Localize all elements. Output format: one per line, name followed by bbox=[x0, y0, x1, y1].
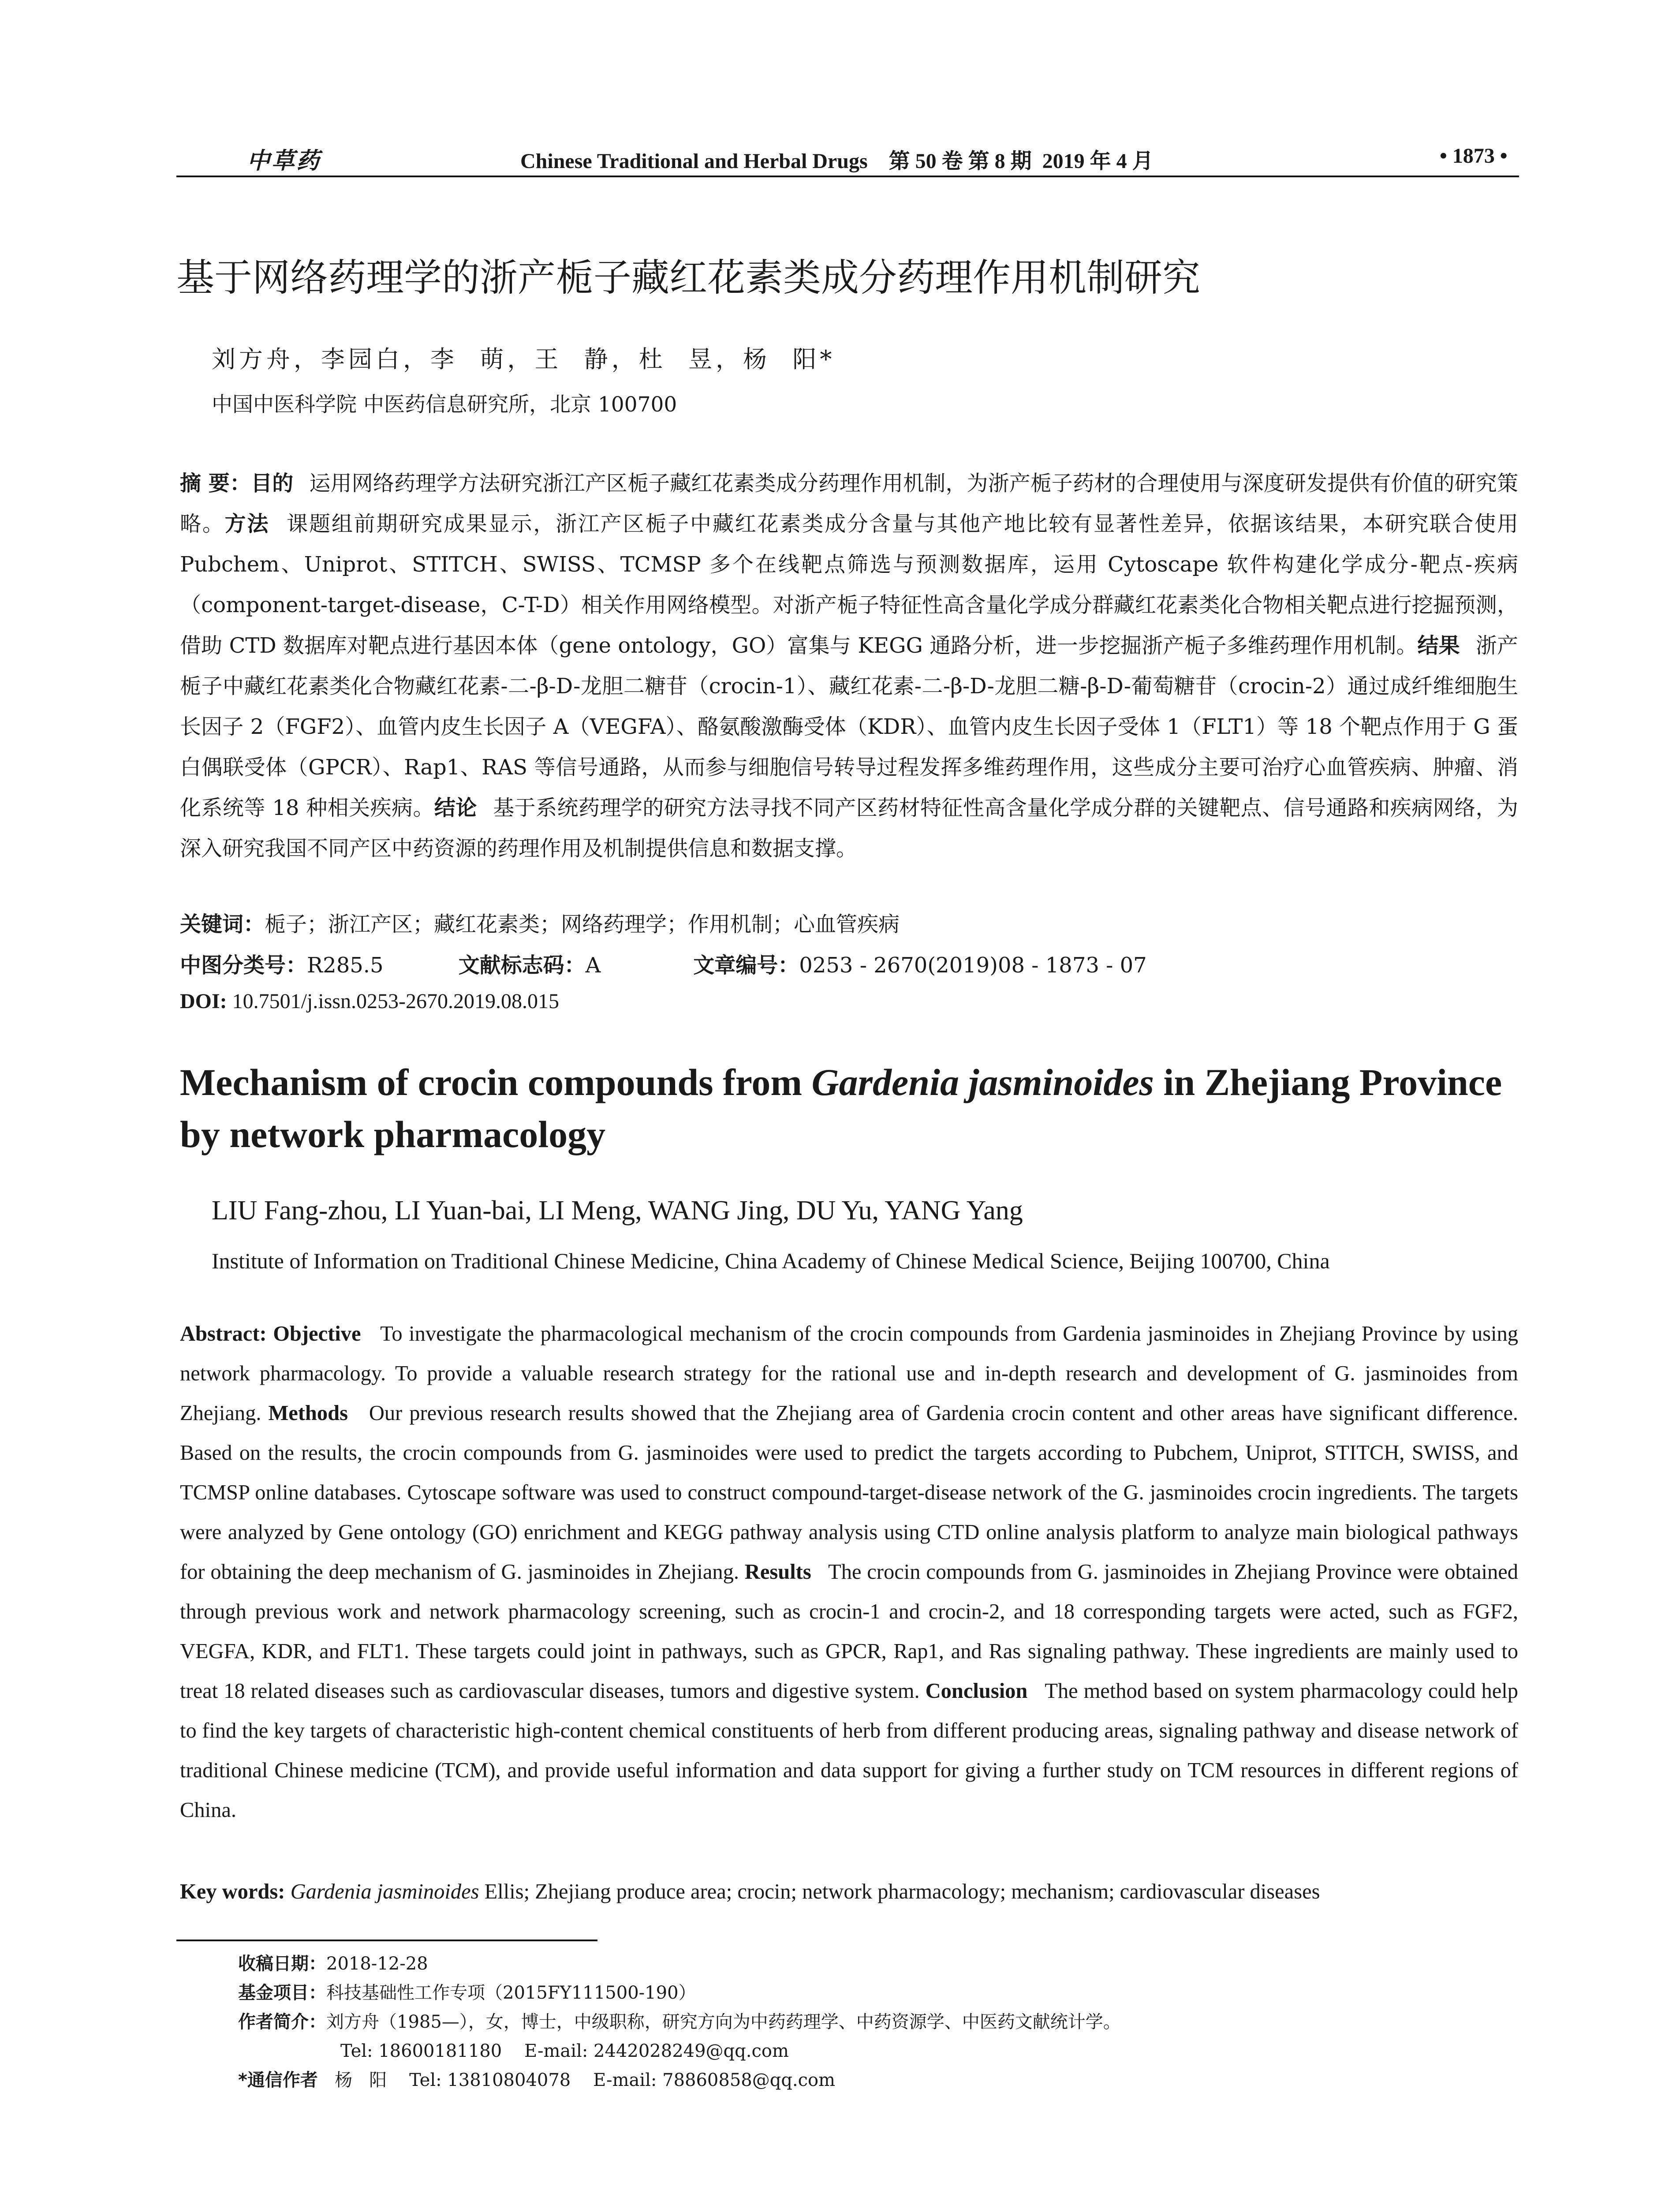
received-value: 2018-12-28 bbox=[326, 1954, 428, 1974]
chinese-methods-label: 方法 bbox=[224, 512, 270, 536]
english-objective-label: Objective bbox=[273, 1322, 361, 1345]
bio-contact: Tel: 18600181180 E-mail: 2442028249@qq.com bbox=[340, 2041, 789, 2061]
bio-label: 作者简介： bbox=[238, 2012, 326, 2032]
footnote-fund bbox=[238, 1978, 1517, 2007]
english-methods-text: Our previous research results showed that the Zhejiang area of Gardenia crocin content and other areas have significant difference. Based on the results, the crocin compounds from G. jasminoides were used to predict the targets according to Pubchem, Uniprot, STITCH, SWISS, and TCMSP online databases. Cytoscape software was used to construct compound-target-disease network of the G. jasminoides crocin ingredients. The targets were analyzed by Gene ontology (GO) enrichment and KEGG pathway analysis using CTD online analysis platform to analyze main biological pathways for obtaining the deep mechanism of G. jasminoides in Zhejiang. bbox=[180, 1401, 1519, 1584]
footnote-author-contact bbox=[238, 2037, 1517, 2066]
article-number-value: 0253 - 2670(2019)08 - 1873 - 07 bbox=[799, 953, 1147, 978]
footnote-received bbox=[238, 1949, 1517, 1978]
chinese-conclusion-text: 基于系统药理学的研究方法寻找不同产区药材特征性高含量化学成分群的关键靶点、信号通路和疾病网络，为深入研究我国不同产区中药资源的药理作用及机制提供信息和数据支撑。 bbox=[180, 796, 1518, 861]
doi-value: 10.7501/j.issn.0253-2670.2019.08.015 bbox=[232, 990, 560, 1013]
fund-label: 基金项目： bbox=[238, 1983, 326, 2003]
english-keywords-species: Gardenia jasminoides bbox=[290, 1880, 479, 1903]
english-title bbox=[180, 1056, 1503, 1160]
english-authors: LIU Fang-zhou, LI Yuan-bai, LI Meng, WANG Jing, DU Yu, YANG Yang bbox=[212, 1196, 1023, 1226]
classification-line bbox=[180, 948, 1147, 979]
chinese-results-text: 浙产栀子中藏红花素类化合物藏红花素-二-β-D-龙胆二糖苷（crocin-1）、藏红花素-二-β-D-龙胆二糖-β-D-葡萄糖苷（crocin-2）通过成纤维细胞生长因子 2（FGF2）、血管内皮生长因子 A（VEGFA）、酪氨酸激酶受体（KDR）、血管内皮生长因子受体 1（FLT1）等 18 个靶点作用于 G 蛋白偶联受体（GPCR）、Rap1、RAS 等信号通路，从而参与细胞信号转导过程发挥多维药理作用，这些成分主要可治疗心血管疾病、肿瘤、消化系统等 18 种相关疾病。 bbox=[180, 633, 1518, 820]
footnotes bbox=[238, 1949, 1517, 2095]
chinese-abstract-label: 摘 要： bbox=[180, 471, 251, 496]
bio-value: 刘方舟（1985—），女，博士，中级职称，研究方向为中药药理学、中药资源学、中医药文献统计学。 bbox=[326, 2012, 1121, 2032]
english-affiliation: Institute of Information on Traditional Chinese Medicine, China Academy of Chinese Medical Science, Beijing 100700, China bbox=[212, 1248, 1330, 1273]
chinese-authors: 刘方舟，李园白，李 萌，王 静，杜 昱，杨 阳* bbox=[212, 345, 836, 373]
english-title-part1: Mechanism of crocin compounds from bbox=[180, 1061, 812, 1103]
chinese-keywords bbox=[180, 904, 1518, 945]
english-abstract-label: Abstract: bbox=[180, 1322, 267, 1345]
chinese-keywords-text: 栀子；浙江产区；藏红花素类；网络药理学；作用机制；心血管疾病 bbox=[265, 912, 900, 937]
footnote-author-bio bbox=[238, 2007, 1517, 2037]
english-keywords bbox=[180, 1872, 1529, 1912]
english-conclusion-text: The method based on system pharmacology could help to find the key targets of characteristic high-content chemical constituents of herb from different producing areas, signaling pathway and disease network of traditional Chinese medicine (TCM), and provide useful information and data support for giving a further study on TCM resources in different regions of China. bbox=[180, 1679, 1519, 1822]
chinese-affiliation: 中国中医科学院 中医药信息研究所，北京 100700 bbox=[212, 392, 677, 417]
fund-value: 科技基础性工作专项（2015FY111500-190） bbox=[326, 1983, 696, 2003]
page-number: • 1873 • bbox=[1440, 144, 1508, 168]
footnote-corresponding bbox=[238, 2066, 1517, 2095]
doi-label: DOI: bbox=[180, 990, 227, 1013]
received-label: 收稿日期： bbox=[238, 1954, 326, 1974]
english-title-species: Gardenia jasminoides bbox=[811, 1061, 1154, 1103]
chinese-objective-label: 目的 bbox=[251, 471, 294, 496]
journal-logo: 中草药 bbox=[247, 148, 321, 174]
chinese-title: 基于网络药理学的浙产栀子藏红花素类成分药理作用机制研究 bbox=[176, 256, 1200, 300]
chinese-results-label: 结果 bbox=[1417, 633, 1460, 658]
clc-label: 中图分类号： bbox=[180, 953, 307, 978]
english-methods-label: Methods bbox=[268, 1401, 348, 1425]
chinese-abstract bbox=[180, 463, 1518, 869]
footnote-rule bbox=[176, 1940, 597, 1941]
corresponding-label: *通信作者 bbox=[238, 2070, 318, 2090]
chinese-methods-text: 课题组前期研究成果显示，浙江产区栀子中藏红花素类成分含量与其他产地比较有显著性差异，依据该结果，本研究联合使用 Pubchem、Uniprot、STITCH、SWISS、TCMSP 多个在线靶点筛选与预测数据库，运用 Cytoscape 软件构建化学成分-靶点-疾病（component-target-disease，C-T-D）相关作用网络模型。对浙产栀子特征性高含量化学成分群藏红花素类化合物相关靶点进行挖掘预测，借助 CTD 数据库对靶点进行基因本体（gene ontology，GO）富集与 KEGG 通路分析，进一步挖掘浙产栀子多维药理作用机制。 bbox=[180, 512, 1518, 658]
document-code-value: A bbox=[585, 953, 601, 978]
journal-info: Chinese Traditional and Herbal Drugs 第 50 卷 第 8 期 2019 年 4 月 bbox=[520, 149, 1154, 173]
corresponding-value: 杨 阳 Tel: 13810804078 E-mail: 78860858@qq.com bbox=[335, 2070, 836, 2090]
document-code-label: 文献标志码： bbox=[458, 953, 586, 978]
chinese-objective-text: 运用网络药理学方法研究浙江产区栀子藏红花素类成分药理作用机制，为浙产栀子药材的合理使用与深度研发提供有价值的研究策略。 bbox=[180, 471, 1518, 536]
clc-value: R285.5 bbox=[307, 953, 384, 978]
article-number-label: 文章编号： bbox=[693, 953, 799, 978]
english-title-part2: in Zhejiang Province by network pharmacology bbox=[180, 1061, 1502, 1155]
english-conclusion-label: Conclusion bbox=[925, 1679, 1028, 1703]
chinese-conclusion-label: 结论 bbox=[434, 796, 477, 820]
doi-line bbox=[180, 989, 559, 1013]
english-keywords-text: Ellis; Zhejiang produce area; crocin; network pharmacology; mechanism; cardiovascular diseases bbox=[479, 1880, 1320, 1903]
english-results-text: The crocin compounds from G. jasminoides in Zhejiang Province were obtained through previous work and network pharmacology screening, such as crocin-1 and crocin-2, and 18 corresponding targets were acted, such as FGF2, VEGFA, KDR, and FLT1. These targets could joint in pathways, such as GPCR, Rap1, and Ras signaling pathway. These ingredients are mainly used to treat 18 related diseases such as cardiovascular diseases, tumors and digestive system. bbox=[180, 1560, 1519, 1703]
english-objective-text: To investigate the pharmacological mechanism of the crocin compounds from Gardenia jasminoides in Zhejiang Province by using network pharmacology. To provide a valuable research strategy for the rational use and in-depth research and development of G. jasminoides from Zhejiang. bbox=[180, 1322, 1519, 1425]
english-results-label: Results bbox=[744, 1560, 811, 1584]
chinese-keywords-label: 关键词： bbox=[180, 912, 265, 937]
english-abstract bbox=[180, 1314, 1518, 1830]
english-keywords-label: Key words: bbox=[180, 1880, 285, 1903]
